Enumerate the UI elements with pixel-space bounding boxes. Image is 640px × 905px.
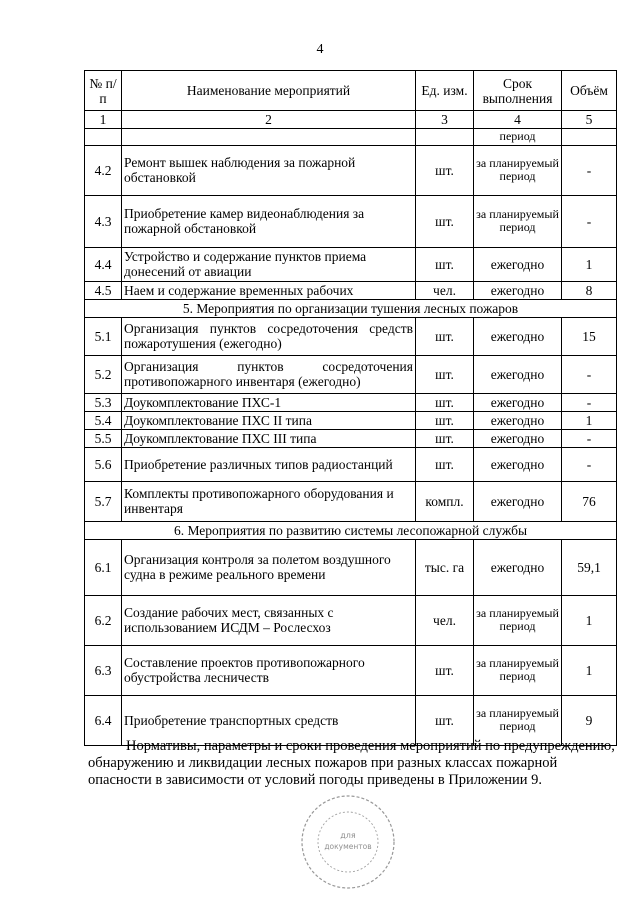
row-number: 6.3	[85, 645, 122, 695]
table-row	[85, 195, 617, 247]
row-unit: чел.	[416, 595, 474, 645]
row-number: 4.2	[85, 145, 122, 195]
row-unit: шт.	[416, 195, 474, 247]
row-term: ежегодно	[474, 539, 562, 595]
row-name: Доукомплектование ПХС II типа	[122, 411, 416, 429]
table-row	[85, 447, 617, 481]
row-number: 5.4	[85, 411, 122, 429]
row-term: ежегодно	[474, 317, 562, 355]
row-volume: -	[562, 195, 617, 247]
stamp-text-1: для	[340, 831, 356, 840]
row-unit: шт.	[416, 447, 474, 481]
table-row	[85, 481, 617, 521]
col-number: 1	[85, 111, 122, 129]
row-volume: 8	[562, 281, 617, 299]
table-row	[85, 645, 617, 695]
row-term: ежегодно	[474, 393, 562, 411]
row-volume: 15	[562, 317, 617, 355]
row-number: 5.7	[85, 481, 122, 521]
row-unit: шт.	[416, 393, 474, 411]
row-number: 6.1	[85, 539, 122, 595]
col-number: 4	[474, 111, 562, 129]
stamp-text-2: документов	[324, 842, 372, 851]
row-unit: шт.	[416, 645, 474, 695]
row-volume: 1	[562, 595, 617, 645]
row-term: ежегодно	[474, 281, 562, 299]
row-volume: 76	[562, 481, 617, 521]
row-term: ежегодно	[474, 247, 562, 281]
row-name: Создание рабочих мест, связанных с использованием ИСДМ – Рослесхоз	[122, 595, 416, 645]
row-term: ежегодно	[474, 481, 562, 521]
continued-row	[85, 129, 617, 146]
row-term: ежегодно	[474, 355, 562, 393]
col-number-row	[85, 111, 617, 129]
row-number: 4.3	[85, 195, 122, 247]
row-term: ежегодно	[474, 411, 562, 429]
table-row	[85, 247, 617, 281]
row-volume: -	[562, 447, 617, 481]
row-number: 4.4	[85, 247, 122, 281]
table-row	[85, 355, 617, 393]
row-number: 4.5	[85, 281, 122, 299]
row-name: Приобретение камер видеонаблюдения за пожарной обстановкой	[122, 195, 416, 247]
row-term: за планируемый период	[474, 695, 562, 745]
row-volume: -	[562, 355, 617, 393]
row-name: Комплекты противопожарного оборудования и инвентаря	[122, 481, 416, 521]
row-number: 5.6	[85, 447, 122, 481]
row-name: Составление проектов противопожарного обустройства лесничеств	[122, 645, 416, 695]
row-unit: тыс. га	[416, 539, 474, 595]
row-term: ежегодно	[474, 447, 562, 481]
row-name: Приобретение различных типов радиостанций	[122, 447, 416, 481]
col-number: 3	[416, 111, 474, 129]
row-number: 5.3	[85, 393, 122, 411]
table-row	[85, 429, 617, 447]
col-number: 2	[122, 111, 416, 129]
table-row	[85, 539, 617, 595]
table-row	[85, 281, 617, 299]
row-number: 5.5	[85, 429, 122, 447]
row-term: за планируемый период	[474, 195, 562, 247]
footer-paragraph: Нормативы, параметры и сроки проведения мероприятий по предупреждению, обнаружению и ликвидации лесных пожаров при разных классах пожарной опасности в зависимости от условий погоды приведены в Приложении 9.	[88, 738, 615, 788]
row-unit: шт.	[416, 411, 474, 429]
office-stamp	[298, 792, 398, 892]
row-name: Приобретение транспортных средств	[122, 695, 416, 745]
row-volume: 59,1	[562, 539, 617, 595]
row-number: 6.4	[85, 695, 122, 745]
header-volume: Объём	[562, 71, 617, 111]
row-name: Доукомплектование ПХС-1	[122, 393, 416, 411]
header-unit: Ед. изм.	[416, 71, 474, 111]
row-volume: 1	[562, 645, 617, 695]
header-num: № п/п	[85, 71, 122, 111]
row-unit: шт.	[416, 429, 474, 447]
table-row	[85, 145, 617, 195]
table-row	[85, 411, 617, 429]
row-name: Устройство и содержание пунктов приема донесений от авиации	[122, 247, 416, 281]
row-unit: шт.	[416, 355, 474, 393]
col-number: 5	[562, 111, 617, 129]
header-name: Наименование мероприятий	[122, 71, 416, 111]
table-row	[85, 595, 617, 645]
row-volume: 9	[562, 695, 617, 745]
row-name: Ремонт вышек наблюдения за пожарной обстановкой	[122, 145, 416, 195]
section-6-heading	[85, 521, 617, 539]
row-term: за планируемый период	[474, 645, 562, 695]
header-row	[85, 71, 617, 111]
section-6-heading-title: 6. Мероприятия по развитию системы лесопожарной службы	[85, 521, 617, 539]
row-name: Организация пунктов сосредоточения средств пожаротушения (ежегодно)	[122, 317, 416, 355]
row-unit: шт.	[416, 317, 474, 355]
row-unit: компл.	[416, 481, 474, 521]
row-number: 5.1	[85, 317, 122, 355]
footer-note	[88, 738, 618, 789]
section-5-heading	[85, 299, 617, 317]
table-row	[85, 393, 617, 411]
row-unit: чел.	[416, 281, 474, 299]
row-name: Наем и содержание временных рабочих	[122, 281, 416, 299]
row-term: ежегодно	[474, 429, 562, 447]
row-unit: шт.	[416, 247, 474, 281]
header-term: Срок выполнения	[474, 71, 562, 111]
row-term: за планируемый период	[474, 145, 562, 195]
measures-table	[84, 70, 617, 746]
continued-term: период	[474, 129, 562, 146]
row-name: Доукомплектование ПХС III типа	[122, 429, 416, 447]
section-5-heading-title: 5. Мероприятия по организации тушения лесных пожаров	[85, 299, 617, 317]
row-volume: -	[562, 429, 617, 447]
page-number: 4	[316, 42, 324, 57]
row-volume: -	[562, 393, 617, 411]
row-unit: шт.	[416, 145, 474, 195]
table-row	[85, 317, 617, 355]
row-name: Организация контроля за полетом воздушного судна в режиме реального времени	[122, 539, 416, 595]
row-term: за планируемый период	[474, 595, 562, 645]
row-number: 6.2	[85, 595, 122, 645]
row-number: 5.2	[85, 355, 122, 393]
row-volume: -	[562, 145, 617, 195]
row-unit: шт.	[416, 695, 474, 745]
row-volume: 1	[562, 247, 617, 281]
row-name: Организация пунктов сосредоточения противопожарного инвентаря (ежегодно)	[122, 355, 416, 393]
row-volume: 1	[562, 411, 617, 429]
